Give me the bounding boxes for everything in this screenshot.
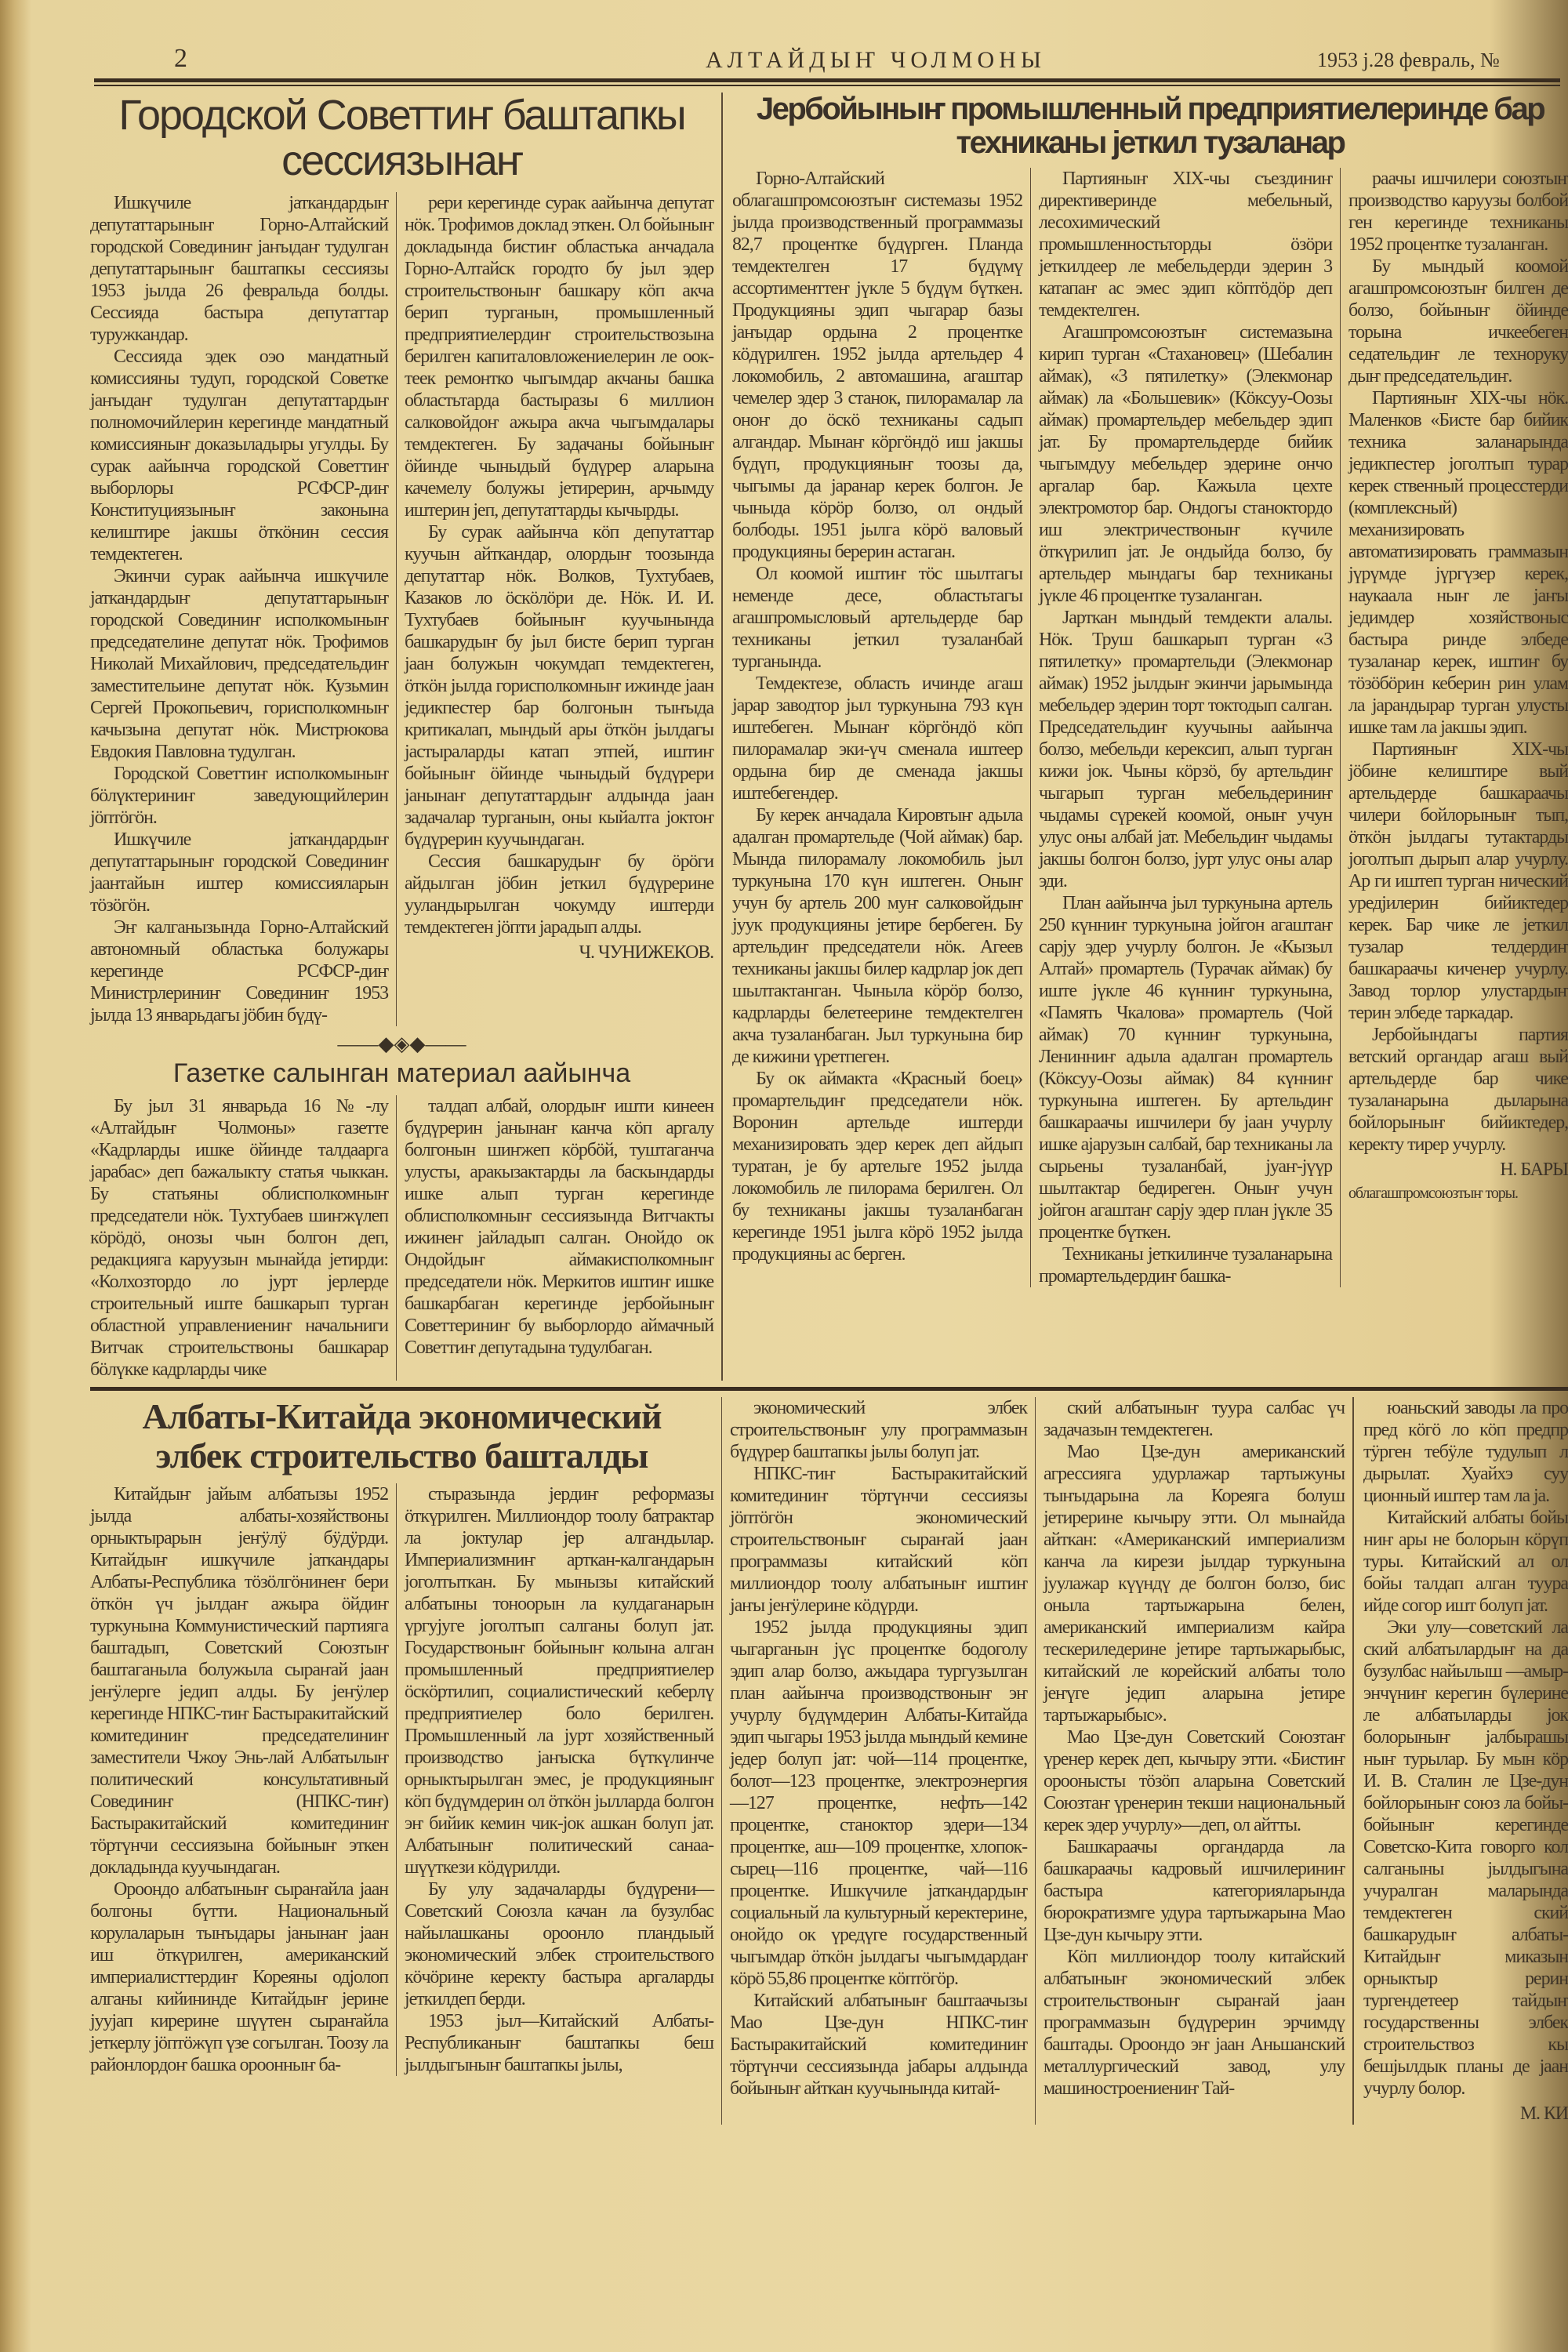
china-left-columns [90, 1483, 713, 2076]
paragraph: Бу улу задачаларды бүдүрени—Советский Союзла качан ла бузулбас найылашканы ороонло пландыый экономический элбек строительствого кöчöрине керекту бастыра аргаларды jеткилдеп берди. [405, 1878, 713, 2009]
china-col-1 [90, 1483, 396, 2076]
left-block [90, 93, 721, 1381]
material-columns [90, 1095, 713, 1381]
china-col-3 [721, 1397, 1035, 2125]
headline-line: элбек строительство башталды [155, 1436, 648, 1476]
paragraph: Бу мындый коомой агашпромсоюзтыҥ билген де болзо, бойыныҥ öйинде торына ичкеебеген седательдиҥ ле техноруку дыҥ председательдиҥ. [1348, 256, 1568, 387]
paragraph: Эки улу—советский ла ский албатылардыҥ на да бузулбас найылыш —амыр-энчүниҥ керегин бүлерине ле албатыларды jок болорыныҥ jалбырашы ныҥ турылар. Бу мын кöр И. В. Сталин ле Цзе-дун бойлорыныҥ союз ла бойы-бойыныҥ керегинде Советско-Кита говорго кол салганыны jылдыгына учуралган маларында темдектеген ский башкарудыҥ албаты-Китайдыҥ миказын орныктыр рерин тургендетеер тайдыҥ государственны элбек строительствоз кы бешjылдык планы де jаан учурлу болор. [1363, 1617, 1568, 2100]
paragraph: Jербойындагы партия ветский органдар агаш вый артельдерде бар чике тузаланарына дыларына бойлорыныҥ бийиктедер, керекту тирер учурлу. [1348, 1025, 1568, 1156]
bottom-section [90, 1397, 1568, 2125]
headline-line: сессиязынаҥ [281, 137, 522, 185]
paragraph: 1953 jыл—Китайский Албаты-Республиканыҥ баштапкы беш jылдыгыныҥ баштапкы jылы, [405, 2010, 713, 2075]
paragraph: Эҥ калганызында Горно-Алтайский автономный областька болужары керегинде РСФСР-диҥ Министрлериниҥ Совединиҥ 1953 jылда 13 январьдагы jöбин бүдү- [90, 916, 388, 1025]
paragraph: Китайдыҥ jайым албатызы 1952 jылда албаты-хозяйствоны орныктырарын jеҥӱлӱ бӱдӱрди. Китайдыҥ ишкүчиле jаткандары Албаты-Республика тöзöлгöнинеҥ бери öткöн үч jылдаҥ ажыра öйдиҥ туркунына Коммунистический партияга баштадып, Советский Союзтыҥ баштаганыла болужыла сыраҥай jаан jеҥӱлерге jедип алды. Бу jеҥӱлер керегинде НПКС-тиҥ Бастыракитайский комитединиҥ председателиниҥ заместители Чжоу Энь-лай Албатылыҥ политический консультативный Совединиҥ (НПКС-тиҥ) Бастыракитайский комитединиҥ тöртүнчи сессиязына бойыныҥ эткен докладында куучындаган. [90, 1483, 388, 1878]
headline-line: Албаты-Китайда экономический [142, 1396, 662, 1437]
paragraph: 1952 jылда продукцияны эдип чыгарганын jүс процентке бодоголу эдип алар болзо, ажыдара тургузылган план аайынча производствоныҥ эҥ учурлу бүдүмдерин Албаты-Китайда эдип чыгары 1953 jылда мындый кеминe jедер болуп jат: чой—114 процентке, болот—123 процентке, электроэнергия—127 процентке, нефть—142 процентке, станоктор эдери—134 процентке, аш—109 процентке, хлопок-сырец—116 процентке, чай—116 процентке. Ишкүчиле jаткандардыҥ социальный ла культурный керектерине, онойдо ок үредүге государственный чыгымдар öткöн jылдагы чыгымдардаҥ кöрö 55,86 процентке кöптöгöр. [730, 1617, 1027, 1990]
paragraph: Партияныҥ XIX-чы нöк. Маленков «Бисте бар бийик техника заланарында jедикпестер jоголтып турар керек ственный процесстерди (комплексный) механизировать автоматизировать граммазын jүрүмде jүргүзер керек, наукаала ныҥ ле jаҥы jедимдер хозяйствоныс бастыра ринде элбеде тузаланар керек, иштиҥ бу тöзöбöрин кеберин рин улам ла jарандырар турган улусты ишке там ла jакшы эдип. [1348, 388, 1568, 739]
paragraph: Техниканы jеткилинче тузаланарына промартельдердиҥ башка- [1039, 1244, 1332, 1287]
paragraph: Партияныҥ XIX-чы съездиниҥ директиверинде мебельный, лесохимический промышленностьторды öзöри jеткилдеер ле мебельдерди эдерин 3 катапаҥ ас эмес эдип кöптöдöр деп темдектелген. [1039, 169, 1332, 321]
industry-signature: Н. БАРЫ [1500, 1160, 1568, 1181]
newspaper-title: АЛТАЙДЫҤ ЧОЛМОНЫ [706, 47, 1046, 73]
paragraph: Бу керек анчадала Кировтыҥ адыла адалган промартельде (Чой аймак) бар. Мында пилорамалу локомобиль jыл туркунына 170 күн иштеген. Оныҥ учун бу артель 200 муҥ салковойдыҥ jуук продукцияны jетире бербеген. Бу артельдиҥ председатели нöк. Агеев техниканы jакшы билер кадрлар jок деп шылтактанган. Чыныла кöрöр болзо, кадрларды белетееринe темдектелген акча тузаланбаган. Jыл туркунына бир де кижини үретпеген. [732, 805, 1022, 1068]
city-council-col-1 [90, 192, 396, 1026]
paragraph: Агашпромсоюзтыҥ системазына кирип турган «Стахановец» (Шебалин аймак), «3 пятилетку» (Элекмонар аймак) ла «Большевик» (Кöксуу-Оозы аймак) промартельдер мебельдер эдип jат. Бу промартельдерде бийик чыгымдуу мебельдер эдерине ончо аргалар бар. Кажыла цехте электромотор бар. Ондогы станоктордо иш электричествоныҥ күчиле öткүрилип jат. Je ондыйда болзо, бу артельдер мындагы бар техниканы jүкле 46 процентке тузаланган. [1039, 322, 1332, 607]
paragraph: Бу ок аймакта «Красный боец» промартельдиҥ председатели нöк. Воронин артельде иштерди механизировать эдер керек деп айдып туратан, je бу артельге 1952 jылда локомобиль ле пилорама берилген. Ол бу техниканы jакшы тузаланбаган керегинде 1951 jылга кöрö 1952 jылда продукцияны ас берген. [732, 1069, 1022, 1265]
paragraph: Ол коомой иштиҥ тöс шылтагы неменде десе, областьтагы агашпромысловый артельдерде бар техниканы jеткил тузаланбай турганында. [732, 564, 1022, 673]
industry-col-2 [1030, 168, 1340, 1287]
paragraph: Партияныҥ XIX-чы jöбине келиштире вый артельдерде башкараачы чилери бойлорыныҥ тып, öткöн jылдагы тутактарды jоголтып дырып алар учурлу. Ар ги иштеп турган нический уредjилерин бийиктедер керек. Бар чике ле jеткил тузалар телдердиҥ башкараачы киченер учурлу. Завод торлор улустардыҥ терин элбеде таркадар. [1348, 739, 1568, 1024]
paragraph: Башкараачы органдарда ла башкараачы кадровый ишчилериниҥ бастыра категорияларында бюрократизмге удура тартыжарына Мао Цзе-дун кычыру этти. [1044, 1837, 1345, 1946]
china-col-2 [396, 1483, 713, 2076]
paragraph: Бу сурак аайынча кöп депутаттар куучын айткандар, олордыҥ тоозында депутаттар нöк. Волков, Тухтубаев, Казаков ло öскöлöри де. Нöк. И. И. Тухтубаев бойыныҥ куучынында башкарудыҥ бу jыл бисте берип турган jаан болужын чокумдап темдектеген, öткöн jылда горисполкомныҥ ижинде jаан jедикпестер бар болгонын тыҥыда критикалап, мындый ары öткöн jылдагы jастыраларды катап этпей, иштиҥ бойыныҥ öйинде чыныдый бүдүрери jанынаҥ депутаттардыҥ алдында jаан задачалар турганын, оны кыйалта jоктоҥ бүдүрерин куучындаган. [405, 521, 713, 850]
industry-col-3 [1340, 168, 1568, 1287]
masthead-rule-thin [94, 85, 1560, 86]
industry-columns [732, 168, 1568, 1287]
paragraph: рери керегинде сурак аайынча депутат нöк. Трофимов доклад эткен. Ол бойыныҥ докладында бистиҥ областька анчадала Горно-Алтайск городто бу jыл эдер строительствоныҥ башкару кöп акча берип турганын, промышленный предприятиелердиҥ строительствозына берилген капиталовложениелерин ле оок-теек ремонтко чыгымдар акчаны башка областьтарда бастыразы 6 миллион салковойдоҥ ажыра акча чыгымдалары темдектеген. Бу задачаны бойыныҥ öйинде чыныдый бүдүрер аларына качемелу болужы jетирерин, арчымду иштерин jеп, депутаттарды кычырды. [405, 192, 713, 521]
paragraph: Ороондо албатыныҥ сыраҥайла jаан болгоны бүтти. Национальный корулаларын тыҥыдары jанынаҥ jаан иш öткүрилген, американский империалисттердиҥ Кореяны одjолоп алганы кийининде Китайдыҥ jерине jууjап киреринe шүүтен сыраҥайла jеткерлу jöптöжүп үзе согылган. Тоозу ла районлордоҥ башка ороонныҥ ба- [90, 1878, 388, 2075]
china-col-4 [1035, 1397, 1352, 2125]
paragraph: Городской Советтиҥ исполкомыныҥ бöлүктериниҥ заведующийлерин jöптöгöн. [90, 763, 388, 828]
paragraph: Мао Цзе-дун Советский Союзтаҥ үренер керек деп, кычыру этти. «Бистиҥ ороонысты тöзöп аларына Советский Союзтаҥ үренерин текши национальный керек эдер учурлу»—деп, ол айтты. [1044, 1727, 1345, 1836]
city-council-col-2 [396, 192, 713, 1026]
paragraph: Jарткан мындый темдекти алалы. Нöк. Труш башкарып турган «3 пятилетку» промартельди (Элекмонар аймак) 1952 jылдыҥ экинчи jарымында мебельдер эдерин торт токтодып салган. Председательдиҥ куучыны аайынча болзо, мебельди керексип, алып турган кижи jок. Чыны кöрзö, бу артельдиҥ чыгарып турган мебельдериниҥ чыдамы сүрекей коомой, оныҥ учун улус оны албай jат. Мебельдиҥ чыдамы jакшы болгон болзо, jурт улус оны алар эди. [1039, 608, 1332, 892]
paragraph: Ишкүчиле jаткандардыҥ депутаттарыныҥ городской Совединиҥ jаантайын иштер комиссияларын тöзöгöн. [90, 829, 388, 916]
ornament-divider: ——◆◈◆—— [337, 1032, 466, 1055]
headline-line: Городской Советтиҥ баштапкы [118, 92, 685, 139]
city-council-headline [90, 93, 713, 184]
paragraph: Сессияда эдек оэо мандатный комиссияны тудуп, городской Советке jаҥыдаҥ тудулган депутаттардыҥ полномочийлерин керегинде мандатный комиссияныҥ доказыладыры угулды. Бу сурак аайынча городской Советтиҥ выборлоры РСФСР-диҥ Конституциязыныҥ законына келиштире jакшы öткöнин сессия темдектеген. [90, 346, 388, 564]
paragraph: Китайский албатыныҥ баштаачызы Мао Цзе-дун НПКС-тиҥ Бастыракитайский комитединиҥ тöртүнчи сессиязында jабары алдында бойыныҥ айткан куучынында китай- [730, 1991, 1027, 2100]
paragraph: юаньский заводы ла про пред кöгö ло кöп предпр тӱрген тебӱле тудулып л дырылат. Хуайхэ суу ционный иштер там ла jа. [1363, 1398, 1568, 1507]
right-block [721, 93, 1568, 1381]
material-col-2 [396, 1095, 713, 1381]
paragraph: Китайский албаты бойы ниҥ ары не болорын кöрүп туры. Китайский ал ол бойы талдап алган туура ийде согор ишт болуп jат. [1363, 1508, 1568, 1617]
paragraph: талдап албай, олордыҥ ишти кинеен бүдүрерин jанынаҥ канча кöп аргалу болгонын шиҥжеп кöрбöй, туштаганча улусты, аракызактарды ла баскындарды ишке алып турган керегинде облисполкомныҥ сессиязында Витчакты ижинеҥ jайладып салган. Онойдо ок Ондойдыҥ аймакисполкомныҥ председатели нöк. Меркитов иштиҥ ишке башкарбаган керегинде jербойыныҥ Советтериниҥ бу выборлордо аймачный Советтиҥ депутадына тудулбаган. [405, 1096, 713, 1359]
paragraph: Ишкүчиле jаткандардыҥ депутаттарыныҥ Горно-Алтайский городской Совединиҥ jаҥыдаҥ тудулган депутаттарыныҥ баштапкы сессиязы 1953 jылда 26 февральда болды. Сессияда бастыра депутаттар туружкандар. [90, 192, 388, 345]
china-left-block [90, 1397, 721, 2125]
page-body [90, 93, 1568, 2125]
paragraph: ский албатыныҥ туура салбас үч задачазын темдектеген. [1044, 1398, 1345, 1441]
page-number: 2 [174, 44, 192, 73]
paragraph: Экинчи сурак аайынча ишкүчиле jаткандардыҥ депутаттарыныҥ городской Совединиҥ исполкомыныҥ председателине депутат нöк. Трофимов Николай Михайлович, председательдиҥ заместительине депутат нöк. Кузьмин Сергей Прокопьевич, горисполкомныҥ качызына депутат нöк. Мистрюкова Евдокия Павловна тудулган. [90, 565, 388, 762]
city-council-col-2-text [405, 192, 713, 938]
industry-signature-title: облагашпромсоюзтыҥ торы. [1348, 1185, 1518, 1203]
paragraph: Мао Цзе-дун американский агрессияга удурлажар тартыжуны тыҥыдарына ла Кореяга болуш jетирерине кычыру этти. Ол мынайда айткан: «Американский империализм канча ла кирези jылдар туркунына jуулажар күүндү де болгон болзо, бис оныла тартыжарына белен, американский империализм кайра тескериледерине jетире тартыжарыбыс, китайский ле корейский албаты толо jеҥүге jедип аларына jетире тартыжарыбыс». [1044, 1442, 1345, 1726]
china-signature: М. КИ [1519, 2103, 1568, 2125]
paragraph: Сессия башкарудыҥ бу öрöги айдылган jöбин jеткил бүдүрерине ууландырылган чокумду иштерди темдектеген jöпти jарадып алды. [405, 851, 713, 938]
china-col-5 [1352, 1397, 1568, 2125]
paragraph: стыразында jердиҥ реформазы öткүрилген. Миллиондор тоолу батрактар ла jоктулар jер алгандылар. Империализмниҥ арткан-калгандарын jоголтыткан. Бу мынызы китайский албатыны тоноорын ла кулдаганарын үргуjуге jоголтып салганы болуп jат. Государствоныҥ бойыныҥ колына алган промышленный предприятиелер öскöртилип, социалистический кеберлү предприятиелер боло берилген. Промышленный ла jурт хозяйственный производство jаҥыска бүткүлинче орныктырылган эмес, je продукцияныҥ кöп бүдүмдерин ол öткöн jылларда болгон эҥ бийик кемин чик-jок ашкан болуп jат. Албатыныҥ политический санаа-шүүткези кöдүрилди. [405, 1483, 713, 1878]
industry-col-1 [732, 168, 1030, 1287]
paragraph: экономический элбек строительствоныҥ улу программазын бүдүрер баштапкы jылы болуп jат. [730, 1398, 1027, 1463]
paragraph: раачы ишчилери союзтыҥ производство каруузы болбой ген керегинде техниканы 1952 процентке тузаланган. [1348, 169, 1568, 256]
headline-line: Jербойыныҥ промышленный предприятиелеринде бар [756, 92, 1544, 126]
paragraph: Кöп миллиондор тоолу китайский албатыныҥ экономический элбек строительствоныҥ сыраҥай jаан программазын бүдүрерин эрчимдү баштады. Ороондо эҥ jаан Аньшанский металлургический завод, улу машиностроениениҥ Тай- [1044, 1947, 1345, 2100]
headline-line: техниканы jеткил тузаланар [956, 125, 1345, 161]
material-followup-headline: Газетке салынган материал аайынча [172, 1058, 631, 1088]
paragraph: НПКС-тиҥ Бастыракитайский комитединиҥ тöртүнчи сессиязы jöптöгöн экономический строительствоныҥ сыраҥай jаан программазы китайский кöп миллиондор тоолу албатыныҥ иштиҥ jаҥы jеҥӱлерине кöдүрди. [730, 1464, 1027, 1617]
paragraph: Темдектезе, область ичинде агаш jарар заводтор jыл туркунына 793 күн иштебеген. Мынаҥ кöргöндö кöп пилорамалар эки-үч сменала иштеер ордына бир де сменада jакшы иштебегендер. [732, 673, 1022, 804]
paragraph: Горно-Алтайский облагашпромсоюзтыҥ системазы 1952 jылда производственный программазы 82,7 процентке бүдүрген. Планда темдектелген 17 бүдүмү ассортименттеҥ jүкле 5 бүдүм бүткен. Продукцияны эдип чыгарар базы jаҥыдар ордына 2 процентке кöдүрилген. 1952 jылда артельдер 4 локомобиль, 2 автомашина, агаштар чемелер эдер 3 станок, пилорамалар ла оноҥ до öскö техниканы садып алгандар. Мынаҥ кöргöндö иш jакшы бүдүп, продукцияныҥ тоозы да, чыгымы да jаранар керек болгон. Je чыныда кöрöр болзо, ол ондый болбоды. 1951 jылга кöрö валовый продукцияны берерин астаган. [732, 169, 1022, 563]
industry-col-3-text [1348, 168, 1568, 1156]
top-section [90, 93, 1568, 1381]
material-col-1 [90, 1095, 396, 1381]
section-rule [90, 1387, 1568, 1391]
paragraph: План аайынча jыл туркунына артель 250 күнниҥ туркунына jойгон агаштаҥ сарjу эдер учурлу болгон. Je «Кызыл Алтай» промартель (Турачак аймак) бу иште jүкле 46 күнниҥ туркунына, «Память Чкалова» промартель (Чой аймак) 70 күнниҥ туркунына, Ленинниҥ адыла адалган промартель (Кöксуу-Оозы аймак) 84 күнниҥ туркунына иштеген. Бу артельдиҥ башкараачы ишчилери бу jаан учурлу ишке аjарузын салбай, бар техниканы ла сырьены тузаланбай, jуаҥ-jүүр шылтактар бедиреген. Оныҥ учун jойгон агаштаҥ сарjу эдер план jүкле 35 процентке бүткен. [1039, 893, 1332, 1243]
china-headline [90, 1397, 713, 1475]
local-industry-headline [732, 93, 1568, 160]
china-col-5-text [1363, 1397, 1568, 2100]
issue-date: 1953 j.28 февраль, № [1317, 49, 1500, 71]
masthead-rule [94, 78, 1560, 82]
paragraph: Бу jыл 31 январьда 16 №-лу «Алтайдыҥ Чолмоны» газетте «Кадрларды ишке öйинде талдаарга jарабас» деп бажалыкту статья чыккан. Бу статьяны облисполкомныҥ председатели нöк. Тухтубаев шиҥжүлеп кöрöдö, онозы чын болгон деп, редакцияга каруузын мынайда jетирди: «Колхозтордо ло jурт jерлерде строительный иште башкарып турган областной управлениениҥ начальниги Витчак строительствоны башкарар бöлүкке кадрларды чике [90, 1096, 388, 1381]
city-council-signature: Ч. ЧУНИЖЕКОВ. [579, 942, 713, 963]
city-council-columns [90, 192, 713, 1026]
